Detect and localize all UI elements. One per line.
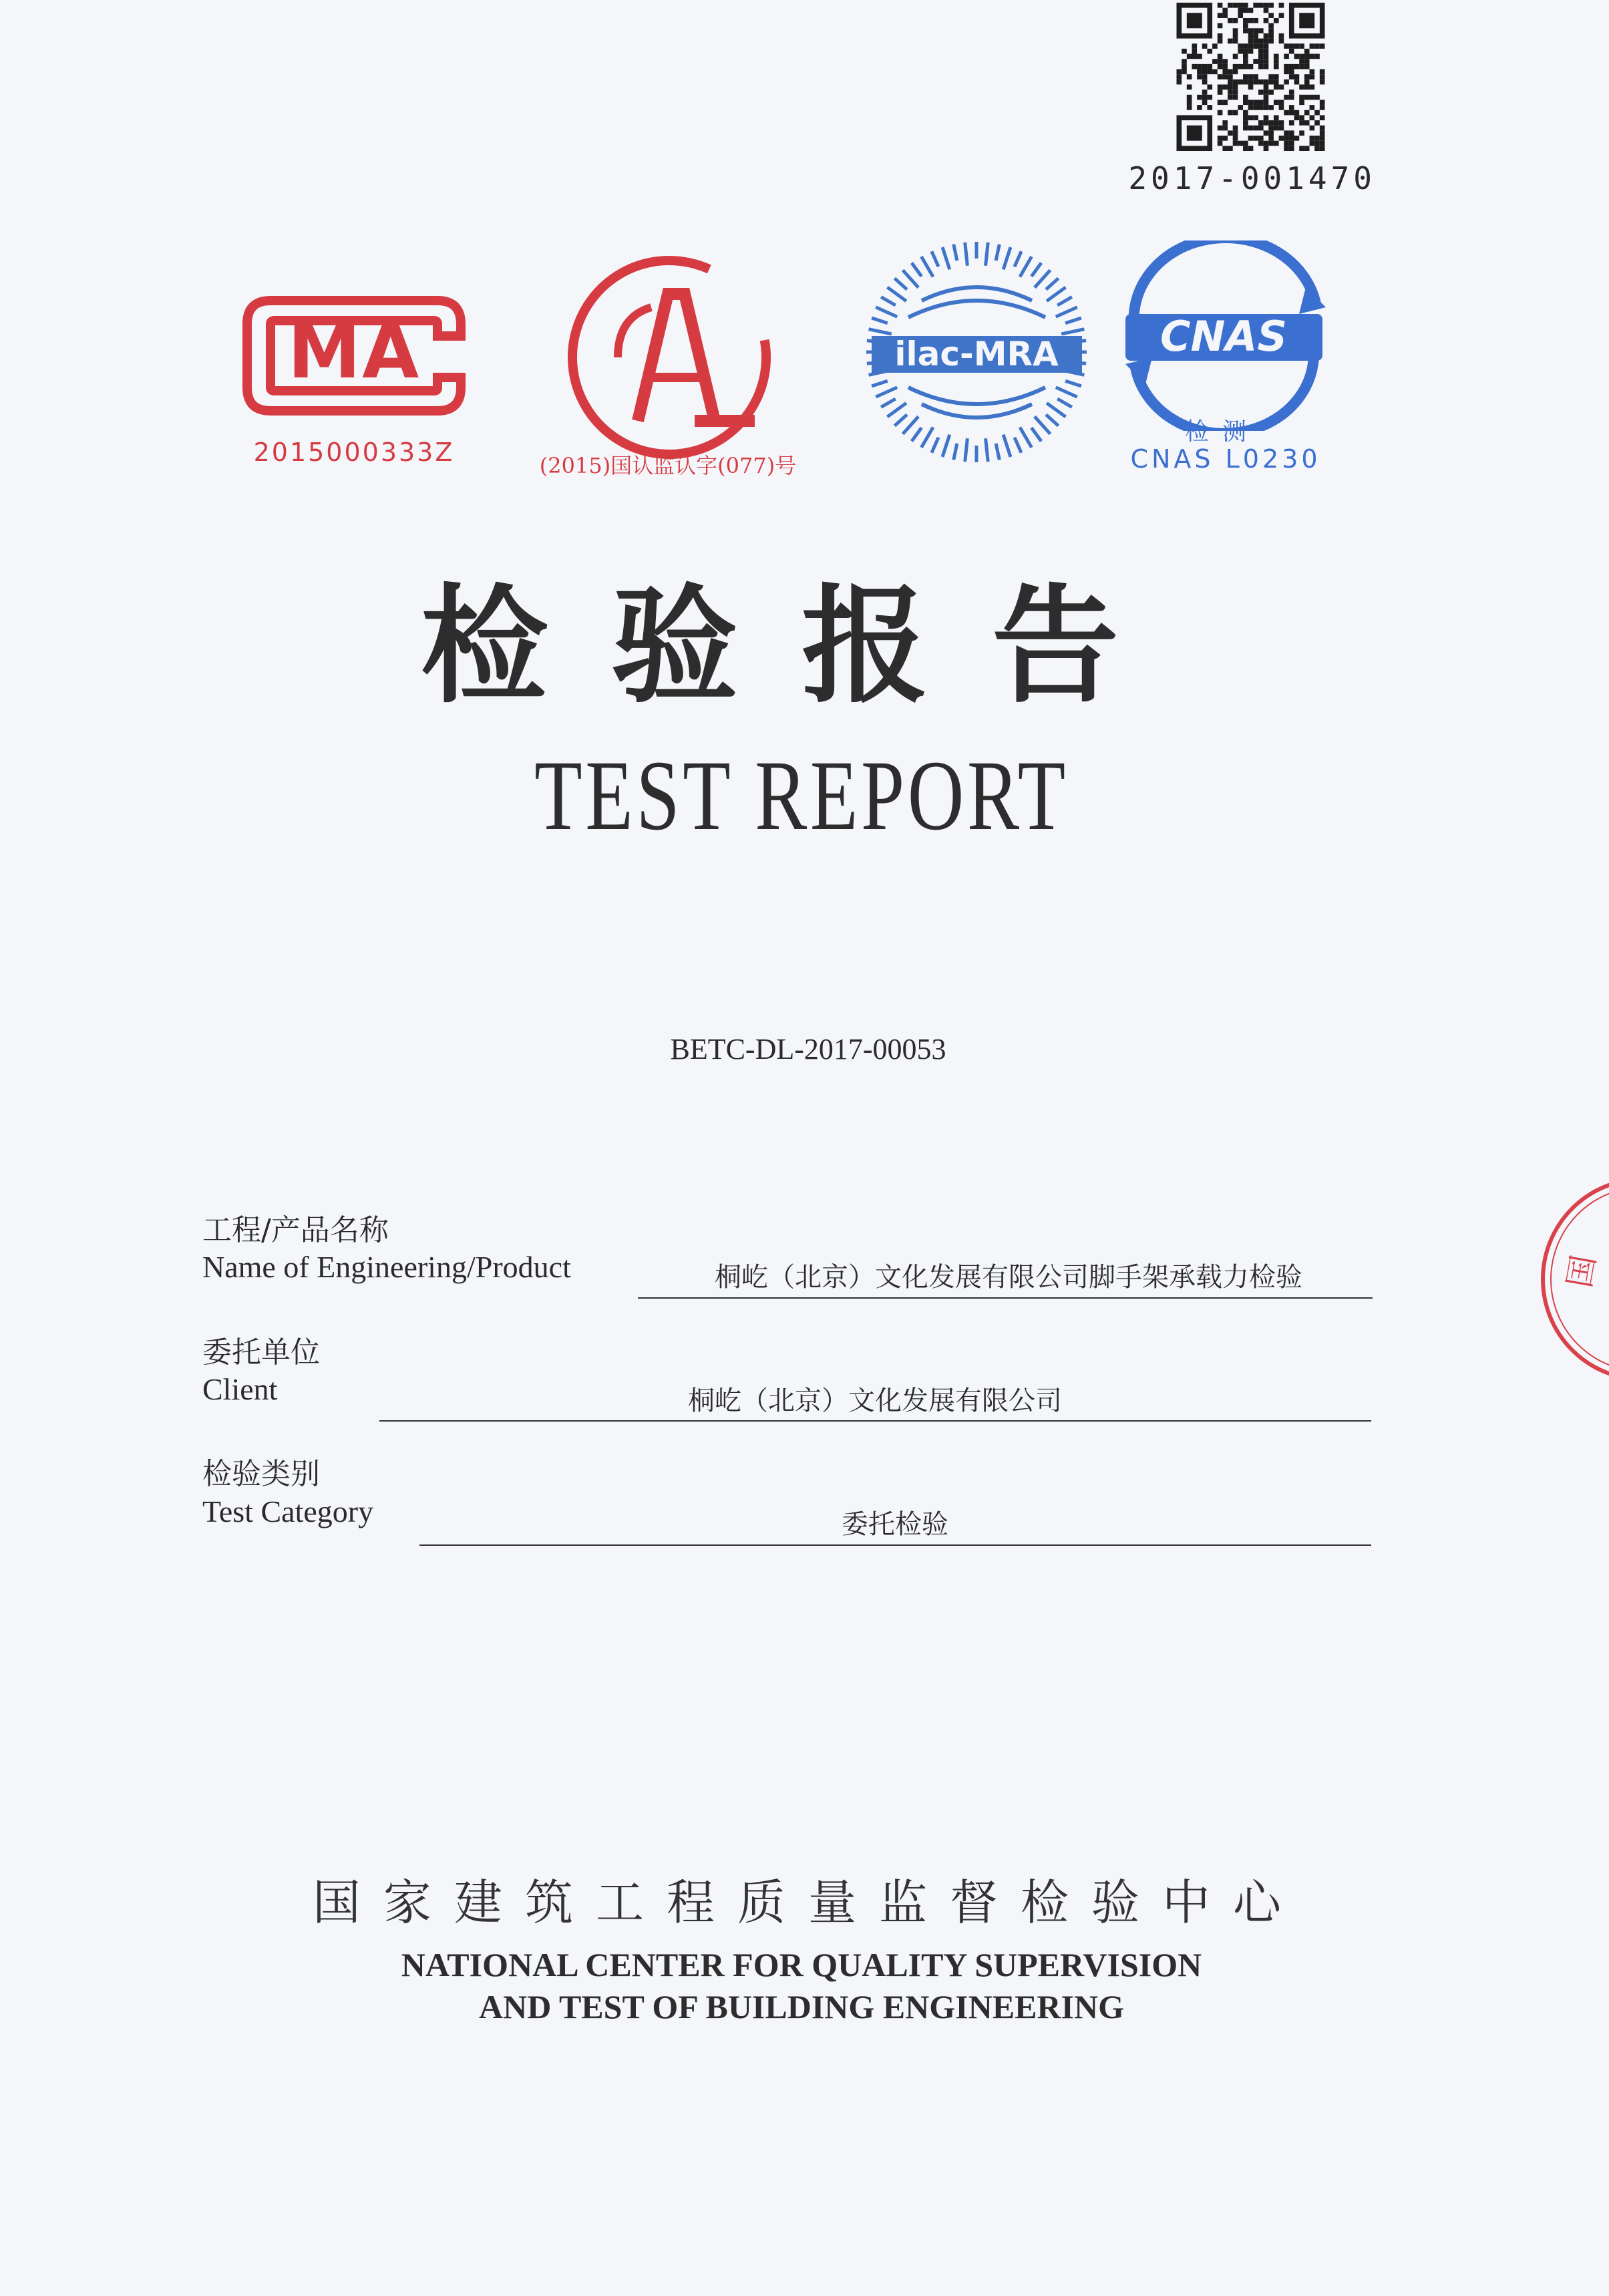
- product-name-value: 桐屹（北京）文化发展有限公司脚手架承载力检验: [715, 1262, 1302, 1293]
- cnas-cn-label: 检测: [1184, 418, 1260, 446]
- client-label-cn: 委托单位: [202, 1335, 320, 1369]
- organization-name-en-line1: NATIONAL CENTER FOR QUALITY SUPERVISION: [401, 1946, 1202, 1983]
- report-title-en: TEST REPORT: [534, 740, 1069, 851]
- test-category-underline: [419, 1544, 1371, 1546]
- qr-code: [1172, 3, 1329, 151]
- cma-logo: [237, 284, 471, 428]
- cma-number: 2015000333Z: [253, 438, 455, 467]
- product-name-underline: [638, 1297, 1373, 1299]
- test-category-label-cn: 检验类别: [202, 1457, 320, 1491]
- report-number: BETC-DL-2017-00053: [670, 1033, 946, 1065]
- report-title-cn: 检验报告: [420, 572, 1182, 720]
- test-category-value: 委托检验: [842, 1509, 948, 1540]
- cnas-logo: [1095, 240, 1349, 431]
- ilac-mra-logo: [862, 237, 1092, 468]
- client-underline: [379, 1420, 1371, 1422]
- test-category-label-en: Test Category: [202, 1494, 374, 1528]
- cnas-mark: CNAS: [1159, 312, 1288, 361]
- seal-text: 国: [1560, 1252, 1604, 1291]
- client-label-en: Client: [202, 1372, 278, 1406]
- client-value: 桐屹（北京）文化发展有限公司: [688, 1385, 1062, 1416]
- organization-name-en-line2: AND TEST OF BUILDING ENGINEERING: [479, 1988, 1124, 2025]
- cal-logo: [558, 254, 781, 461]
- product-name-label-cn: 工程/产品名称: [202, 1213, 389, 1247]
- cnas-code: CNAS L0230: [1130, 444, 1321, 474]
- cal-text: (2015)国认监认字(077)号: [539, 453, 797, 478]
- organization-name-cn: 国家建筑工程质量监督检验中心: [312, 1874, 1304, 1931]
- ilac-mark: ilac-MRA: [894, 335, 1059, 373]
- product-name-label-en: Name of Engineering/Product: [202, 1250, 571, 1284]
- serial-number: 2017-001470: [1128, 160, 1376, 196]
- cma-mark: MA: [287, 309, 421, 395]
